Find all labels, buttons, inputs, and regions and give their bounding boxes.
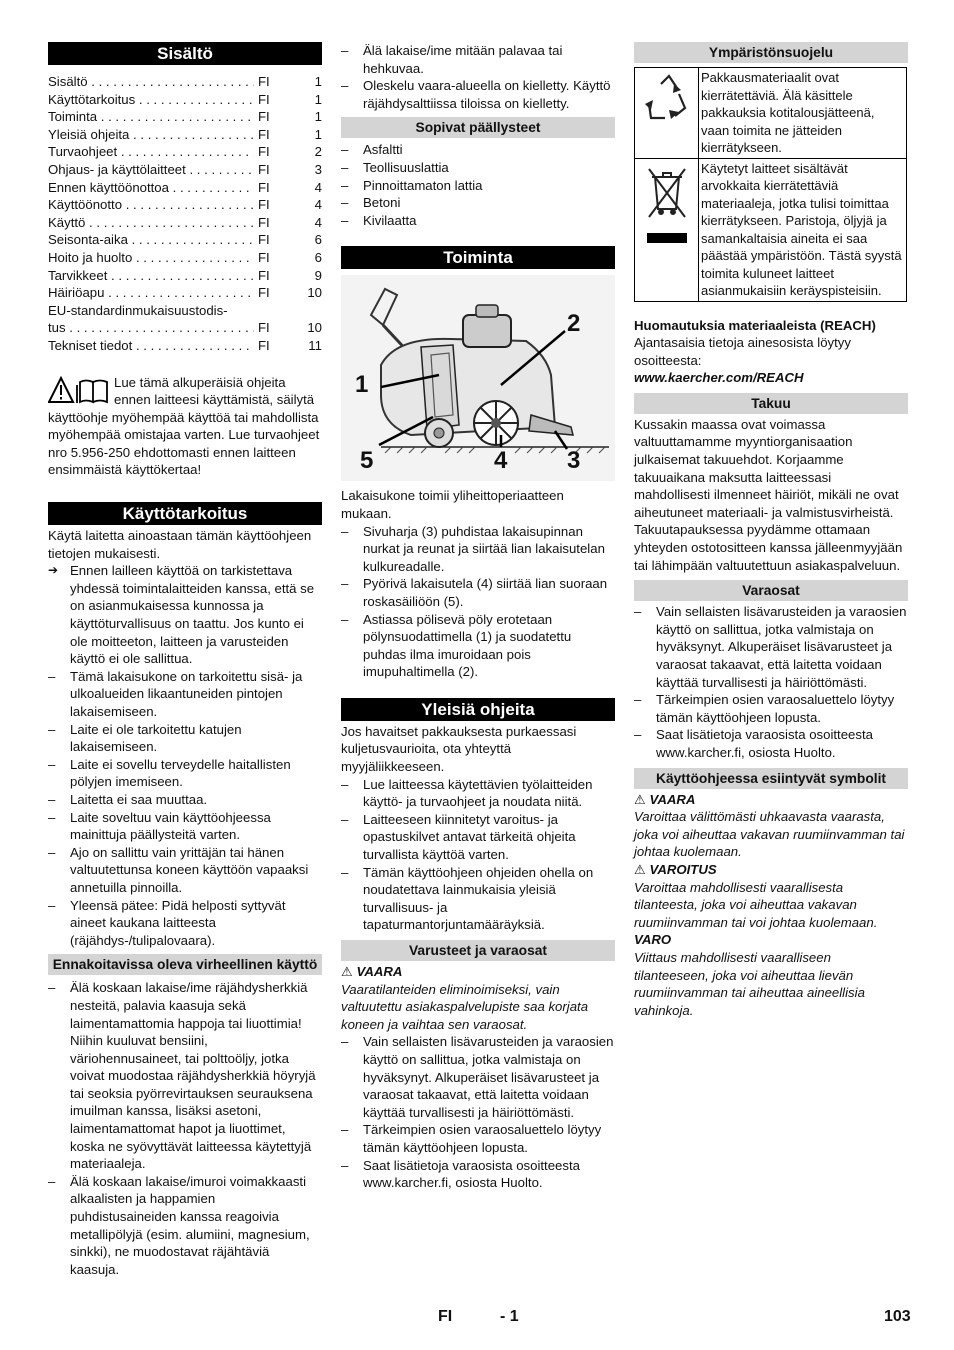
column-right: [634, 42, 908, 1019]
toc-lang: FI: [258, 267, 270, 283]
toc-lang: FI: [258, 144, 270, 160]
figure-label-4: 4: [494, 447, 508, 475]
toc-title: Käyttöönotto . . .: [48, 196, 254, 214]
crossed-bin-icon: [635, 158, 699, 301]
list-item: – Älä koskaan lakaise/imuroi voimakkaasti alkaalisten ja happamien puhdistusaineiden kanssa reagoivia metallipölyjä (esim. alumiini, magnesium, sinkki), ne muodostavat räjähtäviä kaasuja.: [48, 1173, 322, 1279]
footer-lang: FI: [438, 1308, 453, 1325]
list-item: – Saat lisätietoja varaosista osoitteesta www.karcher.fi, osiosta Huolto.: [634, 726, 908, 761]
toc-row[interactable]: [48, 126, 322, 144]
ymparisto-packaging-text: Pakkausmateriaalit ovat kierrätettäviä. Älä käsittele pakkauksia kotitalousjätteenä, vaan toimita ne jätteiden kierrätykseen.: [699, 68, 907, 159]
list-item: – Laite ei ole tarkoitettu katujen lakaisemiseen.: [48, 721, 322, 756]
toc-page: 10: [307, 285, 322, 301]
toc-lang: FI: [258, 179, 270, 195]
list-item: – Pinnoittamaton lattia: [341, 177, 615, 195]
toc-title: Käyttötarkoitus . . .: [48, 91, 254, 109]
toc-page: 1: [314, 91, 322, 107]
list-item: – Sivuharja (3) puhdistaa lakaisupinnan nurkat ja reunat ja siirtää lian lakaisutelan kulkureadalle.: [341, 523, 615, 576]
list-item: – Teollisuuslattia: [341, 159, 615, 177]
toc-lang: FI: [258, 126, 270, 142]
symbol-varo: VARO: [634, 932, 672, 948]
ymparisto-weee-text: Käytetyt laitteet sisältävät arvokkaita kierrätettäviä materiaaleja, jotka tulisi toimittaa kierrätykseen. Paristoja, öljyjä ja samankaltaisia aineita ei saa päästää ympäristöön. Tästä syystä toimita kuluneet laitteet asianmukaisiin keräyspisteisiin.: [699, 158, 907, 301]
toc-lang: FI: [258, 109, 270, 125]
varusteet-warning-text: Vaaratilanteiden eliminoimiseksi, vain valtuutettu asiakaspalvelupiste saa korjata koneen ja vaihtaa sen varaosat.: [341, 981, 589, 1032]
footer-page-marker: - 1: [500, 1308, 519, 1325]
varusteet-heading: Varusteet ja varaosat: [341, 940, 615, 961]
toc-lang: FI: [258, 161, 270, 177]
toc-row[interactable]: [48, 143, 322, 161]
kayttotarkoitus-heading: Käyttötarkoitus: [48, 502, 322, 525]
symbol-varoitus: ⚠ VAROITUS: [634, 861, 717, 877]
yleisia-intro: Jos havaitset pakkauksesta purkaessasi kuljetusvaurioita, ota yhteyttä myyjäliikkeeseen.: [341, 723, 577, 775]
warning-triangle-icon: ⚠: [634, 861, 646, 877]
toc-list: [48, 73, 322, 302]
warning-triangle-icon: ⚠: [341, 964, 353, 979]
toc-lang: FI: [258, 249, 270, 265]
toc-page: 1: [314, 126, 322, 142]
toc-page: 3: [314, 161, 322, 177]
yleisia-heading: Yleisiä ohjeita: [341, 698, 615, 721]
symbol-varoitus-text: Varoittaa mahdollisesti vaarallisesta tilanteesta, joka voi aiheuttaa vakavan ruumiinvamman tai voi johtaa kuolemaan.: [634, 879, 878, 930]
kayttotarkoitus-intro: Käytä laitetta ainoastaan tämän käyttöohjeen tietojen mukaisesti.: [48, 528, 312, 561]
toc-title: Turvaohjeet . . .: [48, 143, 254, 161]
ymparisto-table: [634, 67, 907, 302]
reach-link[interactable]: www.kaercher.com/REACH: [634, 370, 804, 386]
toc-eu-line: EU-standardinmukaisuustodis-: [48, 302, 228, 318]
ennakoitavissa-list-continued: [341, 42, 615, 112]
list-item: – Betoni: [341, 194, 615, 212]
column-left: [48, 42, 322, 1278]
list-item: – Älä lakaise/ime mitään palavaa tai hehkuvaa.: [341, 42, 615, 77]
toc-title: Ohjaus- ja käyttölaitteet . . .: [48, 161, 254, 179]
toc-lang: FI: [258, 197, 270, 213]
list-item: – Tämän käyttöohjeen ohjeiden ohella on noudatettava lainmukaisia yleisiä turvallisuus- ja tapaturmantorjuntamääräyksiä.: [341, 864, 615, 934]
toc-row[interactable]: [48, 284, 322, 302]
warning-book-icon: [48, 376, 110, 404]
list-item: – Tämä lakaisukone on tarkoitettu sisä- ja ulkoalueiden likaantuneiden pintojen lakaisemiseen.: [48, 668, 322, 721]
yleisia-list: [341, 776, 615, 934]
list-item: – Älä koskaan lakaise/ime räjähdysherkkiä nesteitä, palavia kaasuja sekä laimentamattomia happoja tai liuottimia! Niihin kuuluvat bensiini, väriohennusaineet, tai polttoöljy, jotka voivat muodostaa räjähdysherkkiä höyryjä tai seoksia pyörrevirtauksen seurauksena imuilman kanssa, lisäksi asetoni, laimentamattomat hapot ja liuottimet, koska ne syövyttävät laitteessa käytettyjä materiaaleja.: [48, 979, 322, 1173]
toc-title: Sisältö . . .: [48, 73, 254, 91]
takuu-text: Kussakin maassa ovat voimassa valtuuttamamme myyntiorganisaation julkaisemat takuuehdot. Korjaamme takuuaikana maksutta laitteessasi mahdollisesti ilmenneet häiriöt, mikäli ne ovat aiheutuneet materiaali- ja valmistusvirheistä. Takuutapauksessa pyydämme ottamaan yhteyden ostotositteen kanssa jälleenmyyjään tai lähimpään valtuutettuun asiakaspalveluun.: [634, 416, 903, 573]
takuu-heading: Takuu: [634, 393, 908, 414]
varaosat-list: [634, 603, 908, 761]
toc-title: Häiriöapu . . .: [48, 284, 254, 302]
list-item: – Laitteeseen kiinnitetyt varoitus- ja opastuskilvet antavat tärkeitä ohjeita turvallista käyttöä varten.: [341, 811, 615, 864]
ennakoitavissa-heading: Ennakoitavissa oleva virheellinen käyttö: [48, 954, 322, 975]
toc-page: 9: [314, 267, 322, 283]
list-item: – Saat lisätietoja varaosista osoitteesta www.karcher.fi, osiosta Huolto.: [341, 1157, 615, 1192]
toc-page: 1: [314, 74, 322, 89]
reach-text: Ajantasaisia tietoja ainesosista löytyy osoitteesta:: [634, 335, 851, 368]
list-item: – Ajo on sallittu vain yrittäjän tai hänen valtuutettunsa koneen käyttöön vapaaksi annetuilla pinnoilla.: [48, 844, 322, 897]
ymparisto-heading: Ympäristönsuojelu: [634, 42, 908, 63]
list-item: – Pyörivä lakaisutela (4) siirtää lian suoraan roskasäiliöön (5).: [341, 575, 615, 610]
figure-label-1: 1: [355, 371, 369, 399]
ennakoitavissa-list: [48, 979, 322, 1278]
list-item: – Asfaltti: [341, 141, 615, 159]
toc-row[interactable]: [48, 196, 322, 214]
sweeper-figure: [341, 275, 615, 481]
list-item: – Vain sellaisten lisävarusteiden ja varaosien käyttö on sallittua, jotka valmistaja on hyväksynyt. Alkuperäiset lisävarusteet ja varaosat takaavat, että laitetta voidaan käyttää turvallisesti ja häiriöttömästi.: [341, 1033, 615, 1121]
symbol-vaara-text: Varoittaa välittömästi uhkaavasta vaarasta, joka voi aiheuttaa vakavan ruumiinvamman tai johtaa kuolemaan.: [634, 809, 905, 860]
figure-label-2: 2: [567, 310, 581, 338]
toc-row[interactable]: [48, 267, 322, 285]
footer-page-number: 103: [884, 1308, 911, 1325]
figure-label-3: 3: [567, 447, 581, 475]
toc-page: 4: [314, 197, 322, 213]
list-item: – Tärkeimpien osien varaosaluettelo löytyy tämän käyttöohjeen lopusta.: [341, 1121, 615, 1156]
symbol-vaara: ⚠ VAARA: [634, 791, 696, 807]
varusteet-warning: ⚠ VAARA: [341, 964, 403, 979]
toc-row[interactable]: [48, 91, 322, 109]
toc-title: Käyttö . . .: [48, 214, 254, 232]
toc-page: 4: [314, 214, 322, 230]
toiminta-heading: Toiminta: [341, 246, 615, 269]
list-item: – Laitetta ei saa muuttaa.: [48, 791, 322, 809]
toc-lang: FI: [258, 232, 270, 248]
toc-row[interactable]: Tekniset tiedot . . . FI 11: [48, 337, 322, 355]
kayttotarkoitus-arrow-item: ➔ Ennen lailleen käyttöä on tarkistettava yhdessä toimintalaitteiden kanssa, että se on asianmukaisessa kunnossa ja käyttöturvallisuus on taattu. Jos kunto ei ole moitteeton, laitteen ja varusteiden käyttö ei ole sallittua.: [48, 562, 322, 668]
toc-row[interactable]: [48, 214, 322, 232]
intro-note: Lue tämä alkuperäisiä ohjeita ennen laitteesi käyttämistä, säilytä käyttöohje myöhempää käyttöä tai mahdollista myöhempää omistajaa varten. Lue turvaohjeet nro 5.956-250 ehdottomasti ennen laitteen ensimmäistä käyttökertaa!: [48, 374, 320, 478]
toc-row[interactable]: [48, 73, 322, 91]
list-item: – Kivilaatta: [341, 212, 615, 230]
toc-row[interactable]: [48, 108, 322, 126]
recycle-icon: [635, 68, 699, 159]
varusteet-list: [341, 1033, 615, 1191]
toc-page: 2: [314, 144, 322, 160]
toc-title: Seisonta-aika . . .: [48, 231, 254, 249]
varaosat-heading: Varaosat: [634, 580, 908, 601]
toc-title: Tarvikkeet . . .: [48, 267, 254, 285]
toc-lang: FI: [258, 285, 270, 301]
list-item: – Astiassa pölisevä pöly erotetaan pölynsuodattimella (1) ja suodatettu puhdas ilma imuroidaan pois imupuhaltimella (2).: [341, 611, 615, 681]
kayttotarkoitus-list: [48, 668, 322, 950]
toc-title: Ennen käyttöönottoa . . .: [48, 179, 254, 197]
list-item: – Vain sellaisten lisävarusteiden ja varaosien käyttö on sallittua, jotka valmistaja on hyväksynyt. Alkuperäiset lisävarusteet ja varaosat takaavat, että laitetta voidaan käyttää turvallisesti ja häiriöttömästi.: [634, 603, 908, 691]
toc-row[interactable]: [48, 161, 322, 179]
toc-lang: FI: [258, 74, 270, 89]
toc-row[interactable]: [48, 179, 322, 197]
list-item: – Lue laitteessa käytettävien työlaitteiden käyttö- ja turvaohjeet ja noudata niitä.: [341, 776, 615, 811]
toiminta-intro: Lakaisukone toimii yliheittoperiaatteen mukaan.: [341, 488, 564, 521]
paallysteet-list: [341, 141, 615, 229]
column-middle: [341, 42, 615, 1192]
symbol-varo-text: Viittaus mahdollisesti vaaralliseen tilanteeseen, joka voi aiheuttaa lievän ruumiinvamman tai aiheuttaa aineellisia vahinkoja.: [634, 949, 865, 1018]
list-item: – Laite soveltuu vain käyttöohjeessa mainittuja päällysteitä varten.: [48, 809, 322, 844]
toc-lang: FI: [258, 91, 270, 107]
figure-label-5: 5: [360, 447, 374, 475]
list-item: – Laite ei sovellu terveydelle haitallisten pölyjen imemiseen.: [48, 756, 322, 791]
toc-row[interactable]: [48, 249, 322, 267]
toc-heading: Sisältö: [48, 42, 322, 65]
reach-heading: Huomautuksia materiaaleista (REACH): [634, 317, 876, 333]
list-item: – Yleensä pätee: Pidä helposti syttyvät aineet kaukana laitteesta (räjähdys-/tulipalovaara).: [48, 897, 322, 950]
toc-title: Yleisiä ohjeita . . .: [48, 126, 254, 144]
paallysteet-heading: Sopivat päällysteet: [341, 117, 615, 138]
toiminta-list: [341, 523, 615, 681]
toc-row[interactable]: [48, 231, 322, 249]
toc-lang: FI: [258, 214, 270, 230]
toc-page: 6: [314, 232, 322, 248]
toc-title: Hoito ja huolto . . .: [48, 249, 254, 267]
symbolit-heading: Käyttöohjeessa esiintyvät symbolit: [634, 768, 908, 789]
toc-row[interactable]: tus . . . FI 10: [48, 319, 322, 337]
toc-page: 6: [314, 249, 322, 265]
toc-title: Toiminta . . .: [48, 108, 254, 126]
list-item: – Oleskelu vaara-alueella on kielletty. Käyttö räjähdysalttiissa tiloissa on kielletty.: [341, 77, 615, 112]
list-item: – Tärkeimpien osien varaosaluettelo löytyy tämän käyttöohjeen lopusta.: [634, 691, 908, 726]
toc-page: 4: [314, 179, 322, 195]
warning-triangle-icon: ⚠: [634, 791, 646, 807]
toc-page: 1: [314, 109, 322, 125]
